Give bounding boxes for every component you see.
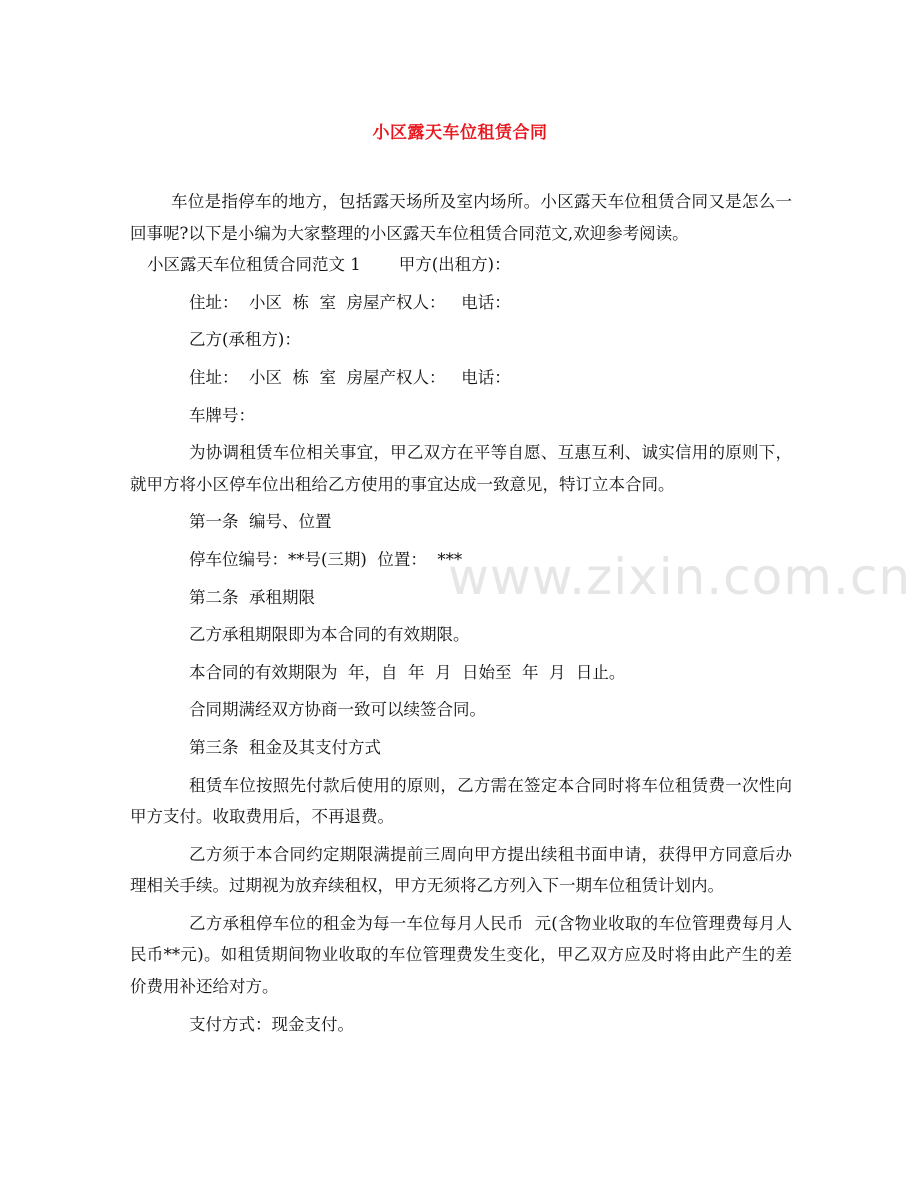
article-3-paragraph-1: 租赁车位按照先付款后使用的原则，乙方需在签定本合同时将车位租赁费一次性向甲方支付。收取费用后，不再退费。 <box>130 775 792 827</box>
article-3-paragraph-2: 乙方须于本合同约定期限满提前三周向甲方提出续租书面申请，获得甲方同意后办理相关手续。过期视为放弃续租权，甲方无须将乙方列入下一期车位租赁计划内。 <box>130 844 792 896</box>
payment-method: 支付方式：现金支付。 <box>189 1014 354 1034</box>
intro-paragraph: 车位是指停车的地方，包括露天场所及室内场所。小区露天车位租赁合同又是怎么一回事呢?以下是小编为大家整理的小区露天车位租赁合同范文,欢迎参考阅读。 <box>130 192 792 243</box>
document-title: 小区露天车位租赁合同 <box>372 123 548 143</box>
article-2-title: 第二条 承租期限 <box>189 587 315 607</box>
sample-heading-line <box>130 249 792 281</box>
article-2-line-2: 本合同的有效期限为 年，自 年 月 日始至 年 月 日止。 <box>189 662 626 682</box>
plate-number: 车牌号： <box>189 405 255 425</box>
article-1-title: 第一条 编号、位置 <box>189 512 332 532</box>
watermark: www.zixin.com.cn <box>448 548 912 606</box>
article-2-line-1: 乙方承租期限即为本合同的有效期限。 <box>189 625 470 645</box>
article-1-content: 停车位编号：**号(三期) 位置： *** <box>189 549 463 569</box>
party-a-address: 住址： 小区 栋 室 房屋产权人： 电话： <box>189 292 511 312</box>
party-a-label: 甲方(出租方)： <box>398 255 511 275</box>
party-b-label: 乙方(承租方)： <box>189 330 301 350</box>
document-body <box>130 186 792 1040</box>
sample-heading: 小区露天车位租赁合同范文 1 <box>147 255 361 275</box>
preamble-paragraph: 为协调租赁车位相关事宜，甲乙双方在平等自愿、互惠互利、诚实信用的原则下，就甲方将小区停车位出租给乙方使用的事宜达成一致意见，特订立本合同。 <box>130 443 792 494</box>
article-3-paragraph-3: 乙方承租停车位的租金为每一车位每月人民币 元(含物业收取的车位管理费每月人民币**元)。如租赁期间物业收取的车位管理费发生变化，甲乙双方应及时将由此产生的差价费用补还给对方。 <box>130 913 792 997</box>
article-2-line-3: 合同期满经双方协商一致可以续签合同。 <box>189 700 486 720</box>
article-3-title: 第三条 租金及其支付方式 <box>189 737 381 757</box>
party-b-address: 住址： 小区 栋 室 房屋产权人： 电话： <box>189 367 511 387</box>
